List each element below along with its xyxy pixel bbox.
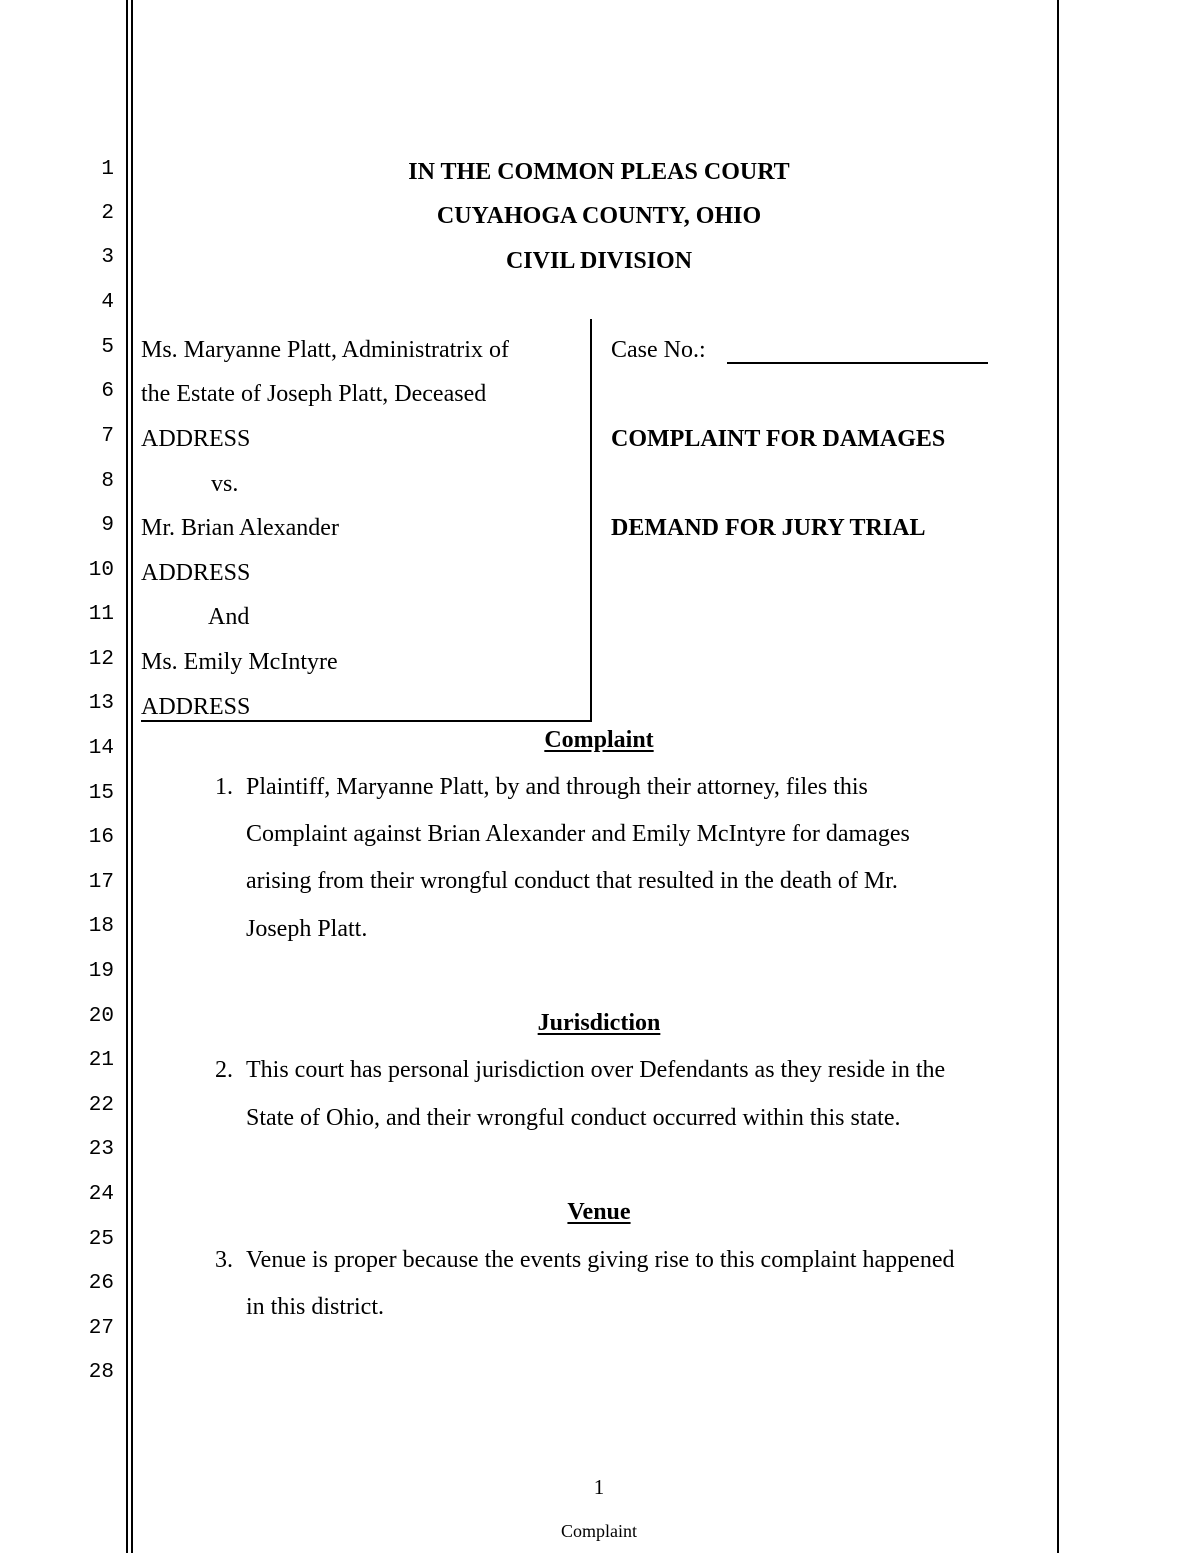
plaintiff-address: ADDRESS bbox=[141, 426, 251, 452]
line-number: 20 bbox=[88, 1005, 114, 1028]
caption-vertical-rule bbox=[590, 319, 592, 722]
line-number: 27 bbox=[88, 1317, 114, 1340]
line-number: 26 bbox=[88, 1272, 114, 1295]
case-number-blank bbox=[727, 362, 988, 364]
paragraph-1-line-2: Complaint against Brian Alexander and Emily McIntyre for damages bbox=[246, 821, 910, 847]
case-number-label: Case No.: bbox=[611, 337, 706, 363]
line-number: 5 bbox=[101, 336, 114, 359]
paragraph-1-line-4: Joseph Platt. bbox=[246, 916, 368, 942]
right-margin-rule bbox=[1057, 0, 1059, 1553]
line-number: 11 bbox=[88, 603, 114, 626]
line-number: 14 bbox=[88, 737, 114, 760]
conjunction-label: And bbox=[208, 604, 250, 630]
line-number: 17 bbox=[88, 871, 114, 894]
line-number: 22 bbox=[88, 1094, 114, 1117]
line-number: 28 bbox=[88, 1361, 114, 1384]
line-number: 2 bbox=[101, 202, 114, 225]
line-number: 3 bbox=[101, 246, 114, 269]
paragraph-3-line-1: Venue is proper because the events giving rise to this complaint happened bbox=[246, 1247, 955, 1273]
paragraph-2-line-2: State of Ohio, and their wrongful conduct occurred within this state. bbox=[246, 1105, 901, 1131]
venue-heading: Venue bbox=[567, 1199, 631, 1225]
line-number: 10 bbox=[88, 559, 114, 582]
paragraph-number: 2. bbox=[215, 1057, 233, 1083]
line-number: 15 bbox=[88, 782, 114, 805]
line-number: 21 bbox=[88, 1049, 114, 1072]
court-division: CIVIL DIVISION bbox=[505, 248, 693, 274]
complaint-heading: Complaint bbox=[544, 727, 654, 753]
line-number: 6 bbox=[101, 380, 114, 403]
paragraph-number: 3. bbox=[215, 1247, 233, 1273]
plaintiff-line-1: Ms. Maryanne Platt, Administratrix of bbox=[141, 337, 509, 363]
defendant-1-address: ADDRESS bbox=[141, 560, 251, 586]
court-county: CUYAHOGA COUNTY, OHIO bbox=[436, 203, 762, 229]
jurisdiction-heading: Jurisdiction bbox=[537, 1010, 661, 1036]
paragraph-1-line-3: arising from their wrongful conduct that resulted in the death of Mr. bbox=[246, 868, 898, 894]
plaintiff-line-2: the Estate of Joseph Platt, Deceased bbox=[141, 381, 487, 407]
jury-demand: DEMAND FOR JURY TRIAL bbox=[611, 515, 926, 541]
paragraph-1-line-1: Plaintiff, Maryanne Platt, by and through their attorney, files this bbox=[246, 774, 868, 800]
defendant-1-name: Mr. Brian Alexander bbox=[141, 515, 339, 541]
defendant-2-address: ADDRESS bbox=[141, 694, 251, 720]
defendant-2-name: Ms. Emily McIntyre bbox=[141, 649, 338, 675]
paragraph-2-line-1: This court has personal jurisdiction over Defendants as they reside in the bbox=[246, 1057, 946, 1083]
line-number: 18 bbox=[88, 915, 114, 938]
footer-document-label: Complaint bbox=[561, 1521, 637, 1541]
line-number: 8 bbox=[101, 470, 114, 493]
line-number: 25 bbox=[88, 1228, 114, 1251]
line-number: 9 bbox=[101, 514, 114, 537]
paragraph-3-line-2: in this district. bbox=[246, 1294, 384, 1320]
line-number: 23 bbox=[88, 1138, 114, 1161]
line-number: 24 bbox=[88, 1183, 114, 1206]
line-number: 1 bbox=[101, 158, 114, 181]
left-margin-rule-outer bbox=[126, 0, 128, 1553]
line-number: 16 bbox=[88, 826, 114, 849]
line-number: 13 bbox=[88, 692, 114, 715]
document-title: COMPLAINT FOR DAMAGES bbox=[611, 426, 946, 452]
paragraph-number: 1. bbox=[215, 774, 233, 800]
line-number: 4 bbox=[101, 291, 114, 314]
line-number: 12 bbox=[88, 648, 114, 671]
page-number: 1 bbox=[593, 1475, 605, 1499]
line-number: 19 bbox=[88, 960, 114, 983]
line-number: 7 bbox=[101, 425, 114, 448]
versus-label: vs. bbox=[211, 471, 239, 497]
left-margin-rule-inner bbox=[131, 0, 133, 1553]
court-name: IN THE COMMON PLEAS COURT bbox=[408, 159, 790, 185]
